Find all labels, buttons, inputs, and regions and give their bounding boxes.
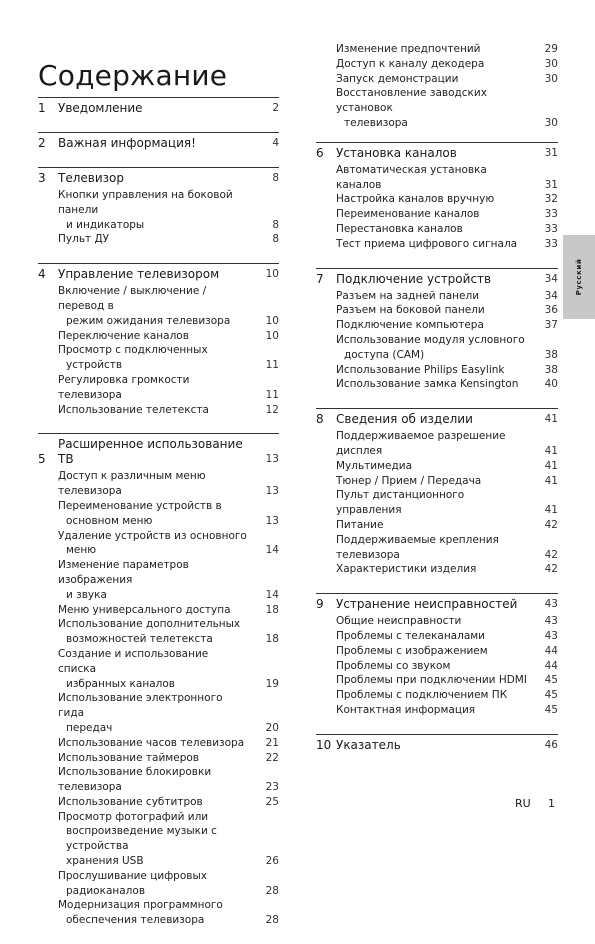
toc-entry[interactable]: [38, 617, 279, 647]
toc-entry-text: [316, 318, 528, 333]
toc-entry[interactable]: [38, 869, 279, 899]
toc-entry[interactable]: [316, 377, 558, 392]
toc-entry[interactable]: [38, 795, 279, 810]
toc-section-title: Важная информация!: [58, 136, 196, 150]
toc-entry-page: 40: [544, 378, 558, 391]
toc-entry-page: 45: [544, 703, 558, 716]
toc-entry-text: [38, 736, 249, 751]
toc-left-column: [38, 97, 279, 944]
toc-entry-text: [316, 237, 528, 252]
toc-entry[interactable]: [38, 898, 279, 928]
toc-entry-text: [38, 232, 249, 247]
toc-entry-line: Меню универсального доступа: [58, 603, 231, 616]
toc-entry-line: Доступ к различным меню телевизора: [58, 470, 206, 498]
toc-entry-page: 36: [544, 304, 558, 317]
toc-entry-page: 43: [544, 615, 558, 628]
toc-continued-entries: [316, 42, 558, 131]
toc-entry-line: Использование субтитров: [58, 795, 203, 808]
toc-entry-page: 31: [544, 178, 558, 191]
toc-entry-page: 41: [544, 504, 558, 517]
toc-entry-line: Тест приема цифрового сигнала: [336, 237, 518, 250]
toc-entry-text: [38, 795, 249, 810]
toc-entry-line: воспроизведение музыки с устройства: [66, 825, 217, 853]
toc-entry-text: [316, 488, 528, 518]
toc-entry-line: Проблемы при подключении HDMI: [336, 674, 527, 687]
toc-entry-text: [316, 659, 528, 674]
toc-entry-line: обеспечения телевизора: [66, 914, 205, 927]
toc-entry[interactable]: [38, 691, 279, 735]
toc-entry[interactable]: [38, 736, 279, 751]
toc-entry-page: 45: [544, 689, 558, 702]
toc-entry-page: 23: [265, 781, 279, 794]
toc-entry-page: 41: [544, 459, 558, 472]
toc-entry-line: Использование электронного гида: [58, 692, 223, 720]
toc-entry-line: Использование модуля условного: [336, 333, 525, 346]
toc-section-number: 10: [316, 737, 332, 752]
toc-entry[interactable]: [38, 810, 279, 869]
toc-entry-line: Разъем на задней панели: [336, 289, 480, 302]
toc-entry[interactable]: [316, 703, 558, 718]
toc-section: [316, 593, 558, 718]
toc-entry-page: 30: [544, 72, 558, 85]
toc-entry[interactable]: [316, 533, 558, 563]
toc-entry-line: Общие неисправности: [336, 615, 462, 628]
toc-entry[interactable]: [316, 429, 558, 459]
toc-section-title: Указатель: [336, 737, 401, 752]
toc-entry[interactable]: [38, 373, 279, 403]
toc-section-heading[interactable]: [38, 136, 279, 151]
toc-entry-text: [316, 42, 528, 57]
toc-entry[interactable]: [38, 284, 279, 328]
toc-entry-line: основном меню: [66, 514, 153, 527]
toc-section-heading[interactable]: [316, 738, 558, 753]
toc-section-heading[interactable]: [38, 171, 279, 186]
toc-section-number: 1: [38, 101, 46, 115]
toc-entry[interactable]: [38, 603, 279, 618]
toc-entry-line: Запуск демонстрации: [336, 72, 459, 85]
toc-entry-page: 13: [265, 485, 279, 498]
toc-entry-text: [316, 703, 528, 718]
toc-section: [38, 97, 279, 116]
toc-entry-line: Использование замка Kensington: [336, 378, 519, 391]
toc-entry-page: 30: [544, 116, 558, 129]
toc-section-title: Расширенное использование ТВ: [58, 437, 243, 467]
toc-entry-line: устройств: [66, 359, 123, 372]
toc-entry-line: Переименование каналов: [336, 208, 480, 221]
toc-entry-text: [38, 691, 249, 735]
toc-entry-page: 41: [544, 444, 558, 457]
toc-section-page: 34: [544, 272, 558, 285]
toc-entry-text: [316, 533, 528, 563]
toc-entry-text: [38, 529, 249, 559]
toc-entry-line: Восстановление заводских установок: [336, 87, 487, 115]
toc-entry-line: Переключение каналов: [58, 329, 189, 342]
toc-entry[interactable]: [316, 614, 558, 629]
toc-section-number: 5: [38, 452, 46, 467]
footer-page-number: 1: [548, 797, 555, 810]
toc-entry-page: 22: [265, 751, 279, 764]
toc-section-heading[interactable]: [316, 412, 558, 427]
toc-entry-page: 14: [265, 588, 279, 601]
toc-entry-page: 11: [265, 359, 279, 372]
toc-entry-line: Разъем на боковой панели: [336, 304, 485, 317]
toc-entry-text: [38, 284, 249, 328]
toc-entry[interactable]: [316, 222, 558, 237]
toc-entry-page: 10: [265, 314, 279, 327]
toc-entry-text: [316, 688, 528, 703]
toc-entry-page: 33: [544, 222, 558, 235]
toc-entry[interactable]: [316, 562, 558, 577]
toc-entry[interactable]: [38, 751, 279, 766]
toc-entry-line: Тюнер / Прием / Передача: [336, 474, 482, 487]
toc-entry-page: 19: [265, 677, 279, 690]
toc-entry-page: 43: [544, 629, 558, 642]
toc-entry-text: [316, 57, 528, 72]
toc-entry-line: радиоканалов: [66, 884, 146, 897]
toc-entry[interactable]: [316, 688, 558, 703]
toc-entry[interactable]: [316, 474, 558, 489]
toc-entry-line: Автоматическая установка каналов: [336, 163, 487, 191]
toc-entry-text: [38, 603, 249, 618]
toc-entry-text: [38, 343, 249, 373]
toc-section-page: 2: [272, 102, 279, 114]
toc-entry-text: [38, 647, 249, 691]
toc-entry-line: Использование часов телевизора: [58, 736, 245, 749]
toc-entry-line: Изменение параметров изображения: [58, 559, 189, 586]
footer-language: RU: [515, 797, 531, 810]
toc-section-heading[interactable]: [316, 272, 558, 287]
toc-entry-line: хранения USB: [66, 855, 144, 868]
toc-entry-page: 12: [265, 403, 279, 416]
toc-entry-page: 28: [265, 914, 279, 927]
toc-entry[interactable]: [38, 329, 279, 344]
toc-entry-page: 44: [544, 644, 558, 657]
toc-entry-text: [316, 377, 528, 392]
toc-entry-line: Использование таймеров: [58, 751, 199, 764]
toc-entry-text: [38, 898, 249, 928]
toc-section-title: Установка каналов: [336, 145, 457, 160]
toc-entry-page: 42: [544, 548, 558, 561]
toc-section-title: Уведомление: [58, 101, 143, 115]
toc-entry-page: 8: [272, 218, 279, 231]
toc-section-page: 13: [265, 453, 279, 466]
toc-entry[interactable]: [38, 469, 279, 499]
toc-entry-line: доступа (CAM): [344, 348, 425, 361]
toc-entry-page: 38: [544, 348, 558, 361]
toc-entry-line: Проблемы с телеканалами: [336, 629, 486, 642]
toc-entry[interactable]: [38, 232, 279, 247]
toc-entry[interactable]: [316, 318, 558, 333]
toc-entry-page: 45: [544, 674, 558, 687]
toc-entry-text: [316, 429, 528, 459]
toc-entry-page: 33: [544, 237, 558, 250]
toc-entry-text: [38, 810, 249, 869]
toc-entry-text: [316, 86, 528, 130]
toc-entry-page: 11: [265, 388, 279, 401]
toc-entry-line: Регулировка громкости телевизора: [58, 373, 190, 401]
toc-section-number: 6: [316, 145, 324, 160]
toc-entry-page: 44: [544, 659, 558, 672]
toc-entry-line: Изменение предпочтений: [336, 43, 481, 55]
toc-entry[interactable]: [38, 188, 279, 232]
toc-entry-page: 18: [265, 603, 279, 616]
toc-entry[interactable]: [316, 488, 558, 518]
toc-entry-page: 21: [265, 736, 279, 749]
toc-entry-text: [316, 459, 528, 474]
toc-entry-text: [38, 558, 249, 602]
toc-entry-page: 29: [544, 43, 558, 55]
toc-entry[interactable]: [38, 558, 279, 602]
toc-entry[interactable]: [316, 659, 558, 674]
toc-entry-line: Создание и использование списка: [58, 647, 209, 675]
toc-entry-page: 34: [544, 289, 558, 302]
toc-entry-line: Пульт дистанционного управления: [336, 489, 465, 517]
toc-entry-line: Питание: [336, 518, 384, 531]
toc-entry-page: 20: [265, 721, 279, 734]
toc-entry[interactable]: [316, 459, 558, 474]
toc-entry[interactable]: [38, 403, 279, 418]
toc-entry-text: [38, 751, 249, 766]
toc-entry-text: [316, 192, 528, 207]
toc-entry[interactable]: [316, 363, 558, 378]
toc-entry-line: режим ожидания телевизора: [66, 314, 231, 327]
toc-entry-text: [316, 629, 528, 644]
toc-entry[interactable]: [316, 86, 558, 130]
toc-section-number: 2: [38, 136, 46, 150]
toc-entry-line: Использование Philips Easylink: [336, 363, 505, 376]
toc-entry-line: телевизора: [344, 116, 408, 129]
toc-section-page: 31: [544, 146, 558, 159]
toc-entry-text: [316, 562, 528, 577]
toc-entry-page: 30: [544, 57, 558, 70]
toc-section-title: Управление телевизором: [58, 267, 220, 282]
toc-entry-line: Проблемы со звуком: [336, 659, 451, 672]
toc-entry[interactable]: [316, 163, 558, 193]
toc-entry-page: 25: [265, 795, 279, 808]
toc-entry-line: избранных каналов: [66, 677, 175, 690]
toc-section: [316, 142, 558, 252]
toc-entry-page: 8: [272, 233, 279, 246]
toc-entry-line: Просмотр фотографий или: [58, 810, 209, 823]
toc-entry-text: [316, 644, 528, 659]
toc-entry-text: [38, 188, 249, 232]
toc-section: [316, 734, 558, 753]
toc-entry[interactable]: [316, 207, 558, 222]
toc-section-page: 43: [544, 598, 558, 611]
toc-section-number: 9: [316, 597, 324, 612]
toc-entry-page: 26: [265, 855, 279, 868]
toc-section-heading[interactable]: [316, 597, 558, 612]
toc-entry-text: [316, 289, 528, 304]
toc-section: [316, 268, 558, 393]
toc-entry-line: передач: [66, 721, 113, 734]
toc-entry[interactable]: [38, 343, 279, 373]
toc-section-heading[interactable]: [316, 146, 558, 161]
toc-entry-line: Использование блокировки телевизора: [58, 766, 212, 794]
toc-entry-line: Просмотр с подключенных: [58, 344, 208, 357]
toc-entry-line: Перестановка каналов: [336, 222, 463, 235]
toc-entry-line: Настройка каналов вручную: [336, 193, 495, 206]
toc-entry[interactable]: [38, 499, 279, 529]
toc-entry-line: Переименование устройств в: [58, 499, 222, 512]
toc-entry-text: [316, 222, 528, 237]
toc-entry[interactable]: [316, 72, 558, 87]
toc-entry[interactable]: [316, 333, 558, 363]
page-title: Содержание: [38, 58, 228, 92]
toc-entry-text: [316, 207, 528, 222]
toc-entry-line: Проблемы с изображением: [336, 644, 488, 657]
toc-entry-line: и звука: [66, 588, 107, 601]
toc-entry-page: 13: [265, 514, 279, 527]
toc-entry-line: Пульт ДУ: [58, 233, 110, 246]
toc-entry-line: Поддерживаемые крепления телевизора: [336, 533, 499, 561]
toc-entry-text: [316, 72, 528, 87]
toc-entry-line: Включение / выключение / перевод в: [58, 285, 207, 312]
toc-entry[interactable]: [316, 57, 558, 72]
toc-section: [38, 167, 279, 247]
toc-entry-text: [316, 673, 528, 688]
toc-section: [38, 263, 279, 417]
toc-entry-line: Подключение компьютера: [336, 319, 484, 332]
toc-entry-page: 33: [544, 208, 558, 221]
toc-entry-line: и индикаторы: [66, 218, 145, 231]
toc-entry-text: [316, 474, 528, 489]
toc-entry-line: Контактная информация: [336, 703, 476, 716]
toc-entry[interactable]: [316, 518, 558, 533]
toc-entry-text: [38, 403, 249, 418]
toc-entry-page: 32: [544, 193, 558, 206]
toc-section: [316, 408, 558, 577]
toc-entry-text: [38, 617, 249, 647]
toc-entry-text: [38, 329, 249, 344]
toc-entry-text: [316, 518, 528, 533]
toc-entry-line: Мультимедиа: [336, 459, 413, 472]
toc-section-page: 8: [272, 172, 279, 184]
toc-section-title: Телевизор: [58, 171, 124, 185]
toc-entry-page: 28: [265, 884, 279, 897]
toc-entry-text: [38, 869, 249, 899]
toc-entry-text: [316, 163, 528, 193]
toc-entry[interactable]: [316, 289, 558, 304]
toc-section-heading[interactable]: [38, 101, 279, 116]
toc-entry-text: [38, 469, 249, 499]
toc-entry-line: Удаление устройств из основного: [58, 529, 247, 542]
toc-section-title: Подключение устройств: [336, 271, 492, 286]
toc-entry-text: [38, 765, 249, 795]
toc-entry[interactable]: [316, 192, 558, 207]
toc-entry-text: [316, 303, 528, 318]
toc-entry[interactable]: [316, 42, 558, 57]
toc-entry-line: Прослушивание цифровых: [58, 869, 207, 882]
toc-entry-page: 41: [544, 474, 558, 487]
toc-entry-line: Проблемы с подключением ПК: [336, 689, 508, 702]
toc-entry-line: Кнопки управления на боковой панели: [58, 189, 233, 216]
toc-entry-text: [316, 614, 528, 629]
toc-section-number: 4: [38, 267, 46, 282]
toc-entry-page: 38: [544, 363, 558, 376]
toc-section-heading[interactable]: [38, 437, 279, 467]
toc-entry-line: Характеристики изделия: [336, 563, 477, 576]
toc-section-number: 8: [316, 412, 324, 427]
toc-entry-line: Использование телетекста: [58, 403, 209, 416]
language-side-tab-label: Русский: [575, 258, 583, 296]
toc-entry[interactable]: [316, 644, 558, 659]
toc-section-title: Устранение неисправностей: [336, 597, 518, 612]
toc-section-page: 41: [544, 413, 558, 426]
toc-entry-text: [38, 499, 249, 529]
toc-entry[interactable]: [316, 303, 558, 318]
toc-section-page: 46: [544, 738, 558, 751]
toc-section-page: 4: [272, 137, 279, 149]
toc-entry[interactable]: [316, 237, 558, 252]
toc-entry[interactable]: [38, 765, 279, 795]
toc-section: [38, 433, 279, 928]
toc-entry-line: возможностей телетекста: [66, 633, 213, 646]
toc-entry-line: Модернизация программного: [58, 899, 223, 912]
toc-entry-line: меню: [66, 544, 97, 557]
toc-section-title: Сведения об изделии: [336, 412, 473, 427]
toc-entry-page: 42: [544, 518, 558, 531]
toc-entry[interactable]: [38, 647, 279, 691]
toc-entry-page: 42: [544, 563, 558, 576]
toc-entry-page: 37: [544, 319, 558, 332]
toc-entry[interactable]: [316, 673, 558, 688]
toc-section: [38, 132, 279, 151]
toc-entry-text: [316, 333, 528, 363]
toc-entry[interactable]: [38, 529, 279, 559]
language-side-tab: [563, 235, 595, 319]
toc-section-number: 7: [316, 271, 324, 286]
toc-entry-page: 18: [265, 633, 279, 646]
toc-section-heading[interactable]: [38, 267, 279, 282]
toc-entry-page: 10: [265, 329, 279, 342]
toc-entry-text: [316, 363, 528, 378]
toc-right-column: [316, 42, 558, 769]
toc-entry[interactable]: [316, 629, 558, 644]
toc-entry-text: [38, 373, 249, 403]
toc-entry-line: Доступ к каналу декодера: [336, 57, 485, 70]
toc-section-number: 3: [38, 171, 46, 185]
toc-entry-line: Использование дополнительных: [58, 618, 241, 631]
toc-entry-line: Поддерживаемое разрешение дисплея: [336, 430, 506, 457]
toc-entry-page: 14: [265, 544, 279, 557]
toc-section-page: 10: [265, 268, 279, 281]
